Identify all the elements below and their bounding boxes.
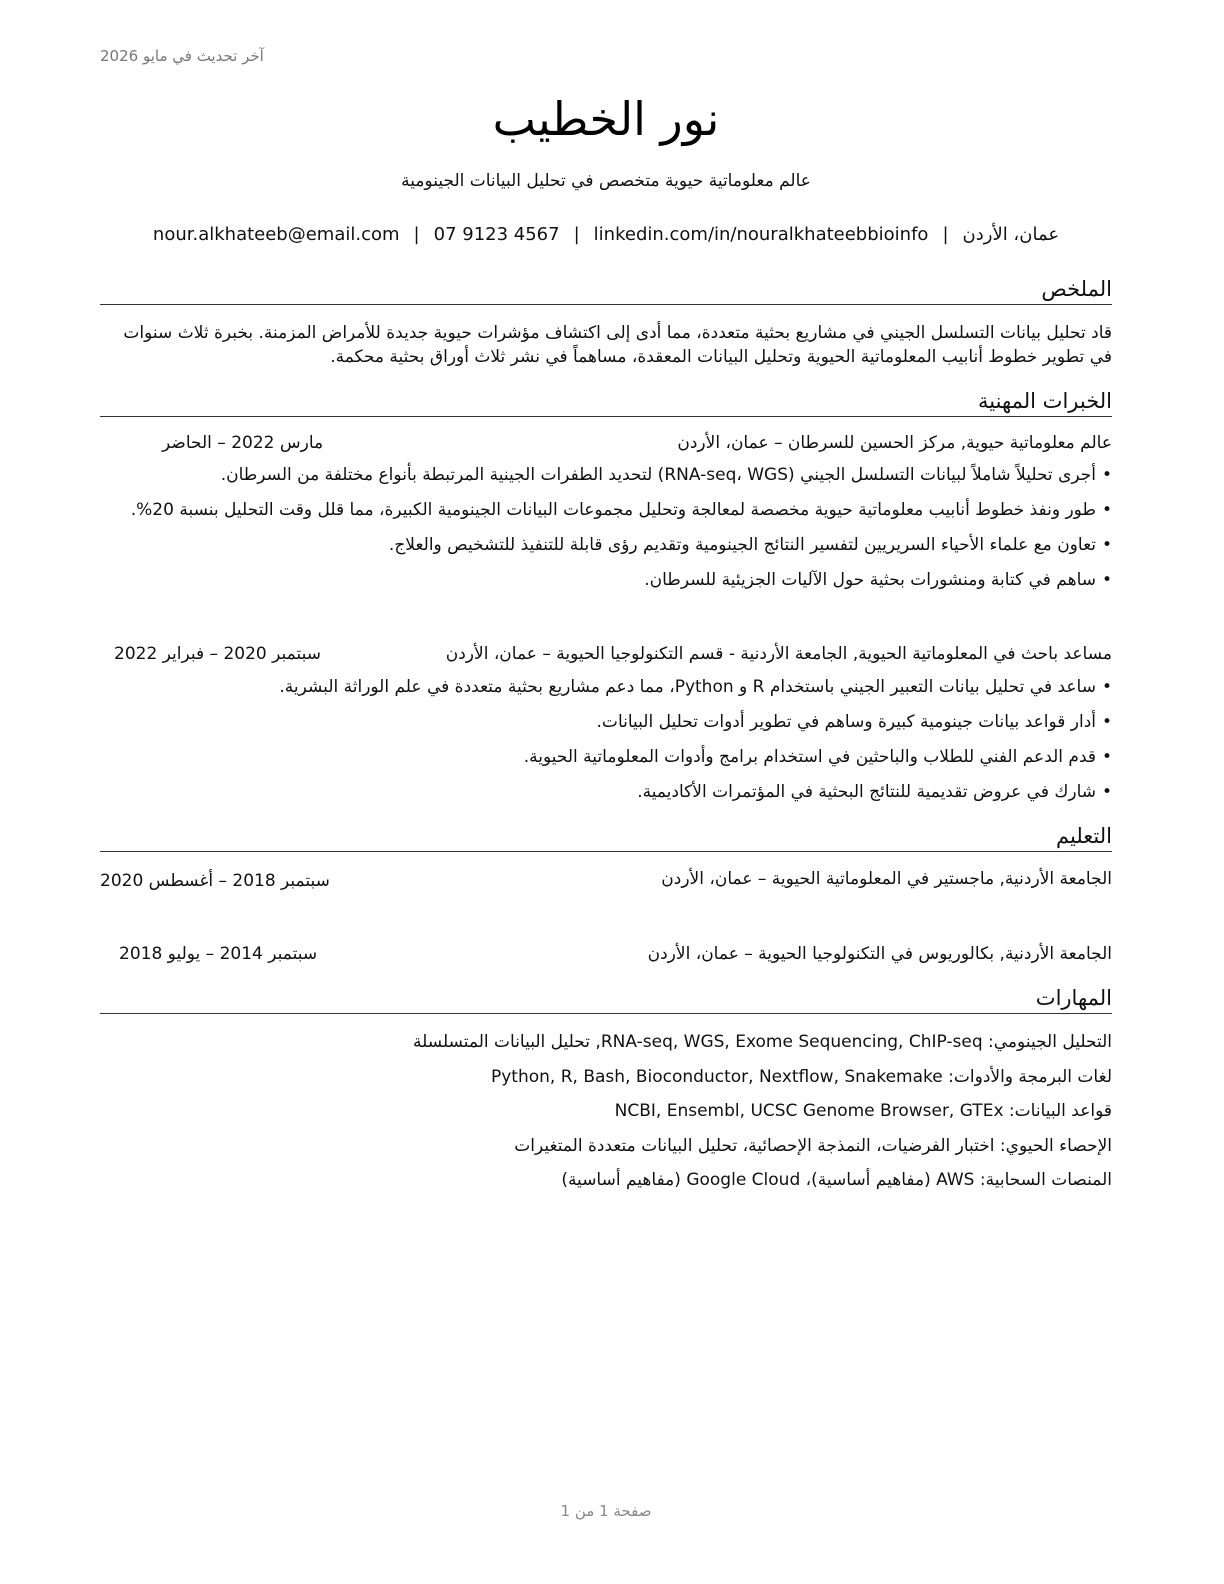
education-degree: الجامعة الأردنية, ماجستير في المعلوماتية الحيوية – عمان، الأردن (661, 869, 1112, 889)
last-updated: آخر تحديث في مايو 2026 (100, 47, 264, 65)
skill-item: الإحصاء الحيوي: اختبار الفرضيات، النمذجة الإحصائية، تحليل البيانات متعددة المتغيرات (514, 1135, 1112, 1156)
bullet-item: • ساهم في كتابة ومنشورات بحثية حول الآليات الجزيئية للسرطان. (100, 568, 1112, 592)
section-divider (100, 851, 1112, 852)
section-heading-summary: الملخص (1041, 277, 1112, 301)
contact-email[interactable]: nour.alkhateeb@email.com (152, 224, 400, 245)
contact-location: عمان، الأردن (962, 224, 1060, 245)
job-bullets (100, 675, 1112, 815)
section-divider (100, 304, 1112, 305)
education-date: سبتمبر 2018 – أغسطس 2020 (100, 871, 330, 891)
bullet-item: • ساعد في تحليل بيانات التعبير الجيني باستخدام R و Python، مما دعم مشاريع بحثية متعددة في علم الوراثة البشرية. (100, 675, 1112, 699)
section-divider (100, 416, 1112, 417)
job-date: مارس 2022 – الحاضر (162, 433, 324, 453)
skill-item: التحليل الجينومي: RNA-seq, WGS, Exome Sequencing, ChIP-seq, تحليل البيانات المتسلسلة (413, 1032, 1112, 1052)
bullet-item: • طور ونفذ خطوط أنابيب معلوماتية حيوية مخصصة لمعالجة وتحليل مجموعات البيانات الجينومية الكبيرة، مما قلل وقت التحليل بنسبة 20%. (100, 498, 1112, 522)
resume-page (100, 0, 1112, 1584)
education-date: سبتمبر 2014 – يوليو 2018 (119, 944, 318, 964)
job-header (100, 644, 1112, 668)
contact-linkedin[interactable]: linkedin.com/in/nouralkhateebbioinfo (593, 224, 929, 245)
education-degree: الجامعة الأردنية, بكالوريوس في التكنولوجيا الحيوية – عمان، الأردن (647, 944, 1112, 964)
page-number: صفحة 1 من 1 (560, 1502, 652, 1520)
skill-item: المنصات السحابية: AWS (مفاهيم أساسية)، Google Cloud (مفاهيم أساسية) (561, 1170, 1112, 1190)
bullet-item: • تعاون مع علماء الأحياء السريريين لتفسير النتائج الجينومية وتقديم رؤى قابلة للتنفيذ للتشخيص والعلاج. (100, 533, 1112, 557)
contact-separator: | (573, 224, 580, 245)
bullet-item: • شارك في عروض تقديمية للنتائج البحثية في المؤتمرات الأكاديمية. (100, 780, 1112, 804)
education-entry (100, 944, 1112, 968)
section-heading-education: التعليم (1056, 824, 1112, 848)
contact-separator: | (413, 224, 420, 245)
job-title: عالم معلوماتية حيوية متخصص في تحليل البيانات الجينومية (401, 171, 811, 191)
job-bullets (100, 463, 1112, 603)
bullet-item: • قدم الدعم الفني للطلاب والباحثين في استخدام برامج وأدوات المعلوماتية الحيوية. (100, 745, 1112, 769)
bullet-item: • أجرى تحليلاً شاملاً لبيانات التسلسل الجيني (RNA-seq، WGS) لتحديد الطفرات الجينية المرتبطة بأنواع مختلفة من السرطان. (100, 463, 1112, 487)
contact-phone[interactable]: 07 9123 4567 (433, 224, 560, 245)
summary-text: قاد تحليل بيانات التسلسل الجيني في مشاريع بحثية متعددة، مما أدى إلى اكتشاف مؤشرات حيوية جديدة للأمراض المزمنة. بخبرة ثلاث سنوات في تطوير خطوط أنابيب المعلوماتية الحيوية وتحليل البيانات المعقدة، مساهماً في نشر ثلاث أوراق بحثية محكمة. (123, 323, 1112, 367)
skills-list (100, 1030, 1112, 1203)
job-role: عالم معلوماتية حيوية, مركز الحسين للسرطان – عمان، الأردن (677, 433, 1112, 453)
bullet-item: • أدار قواعد بيانات جينومية كبيرة وساهم في تطوير أدوات تحليل البيانات. (100, 710, 1112, 734)
job-date: سبتمبر 2020 – فبراير 2022 (114, 644, 321, 664)
skill-item: لغات البرمجة والأدوات: Python, R, Bash, Bioconductor, Nextflow, Snakemake (491, 1066, 1112, 1087)
section-divider (100, 1013, 1112, 1014)
job-header (100, 433, 1112, 457)
job-role: مساعد باحث في المعلوماتية الحيوية, الجامعة الأردنية - قسم التكنولوجيا الحيوية – عمان، الأردن (445, 644, 1112, 664)
section-heading-experience: الخبرات المهنية (978, 389, 1112, 413)
contact-separator: | (942, 224, 949, 245)
skill-item: قواعد البيانات: NCBI, Ensembl, UCSC Genome Browser, GTEx (614, 1101, 1112, 1121)
section-heading-skills: المهارات (1035, 986, 1112, 1010)
contact-line (100, 224, 1112, 245)
person-name: نور الخطيب (492, 92, 720, 146)
